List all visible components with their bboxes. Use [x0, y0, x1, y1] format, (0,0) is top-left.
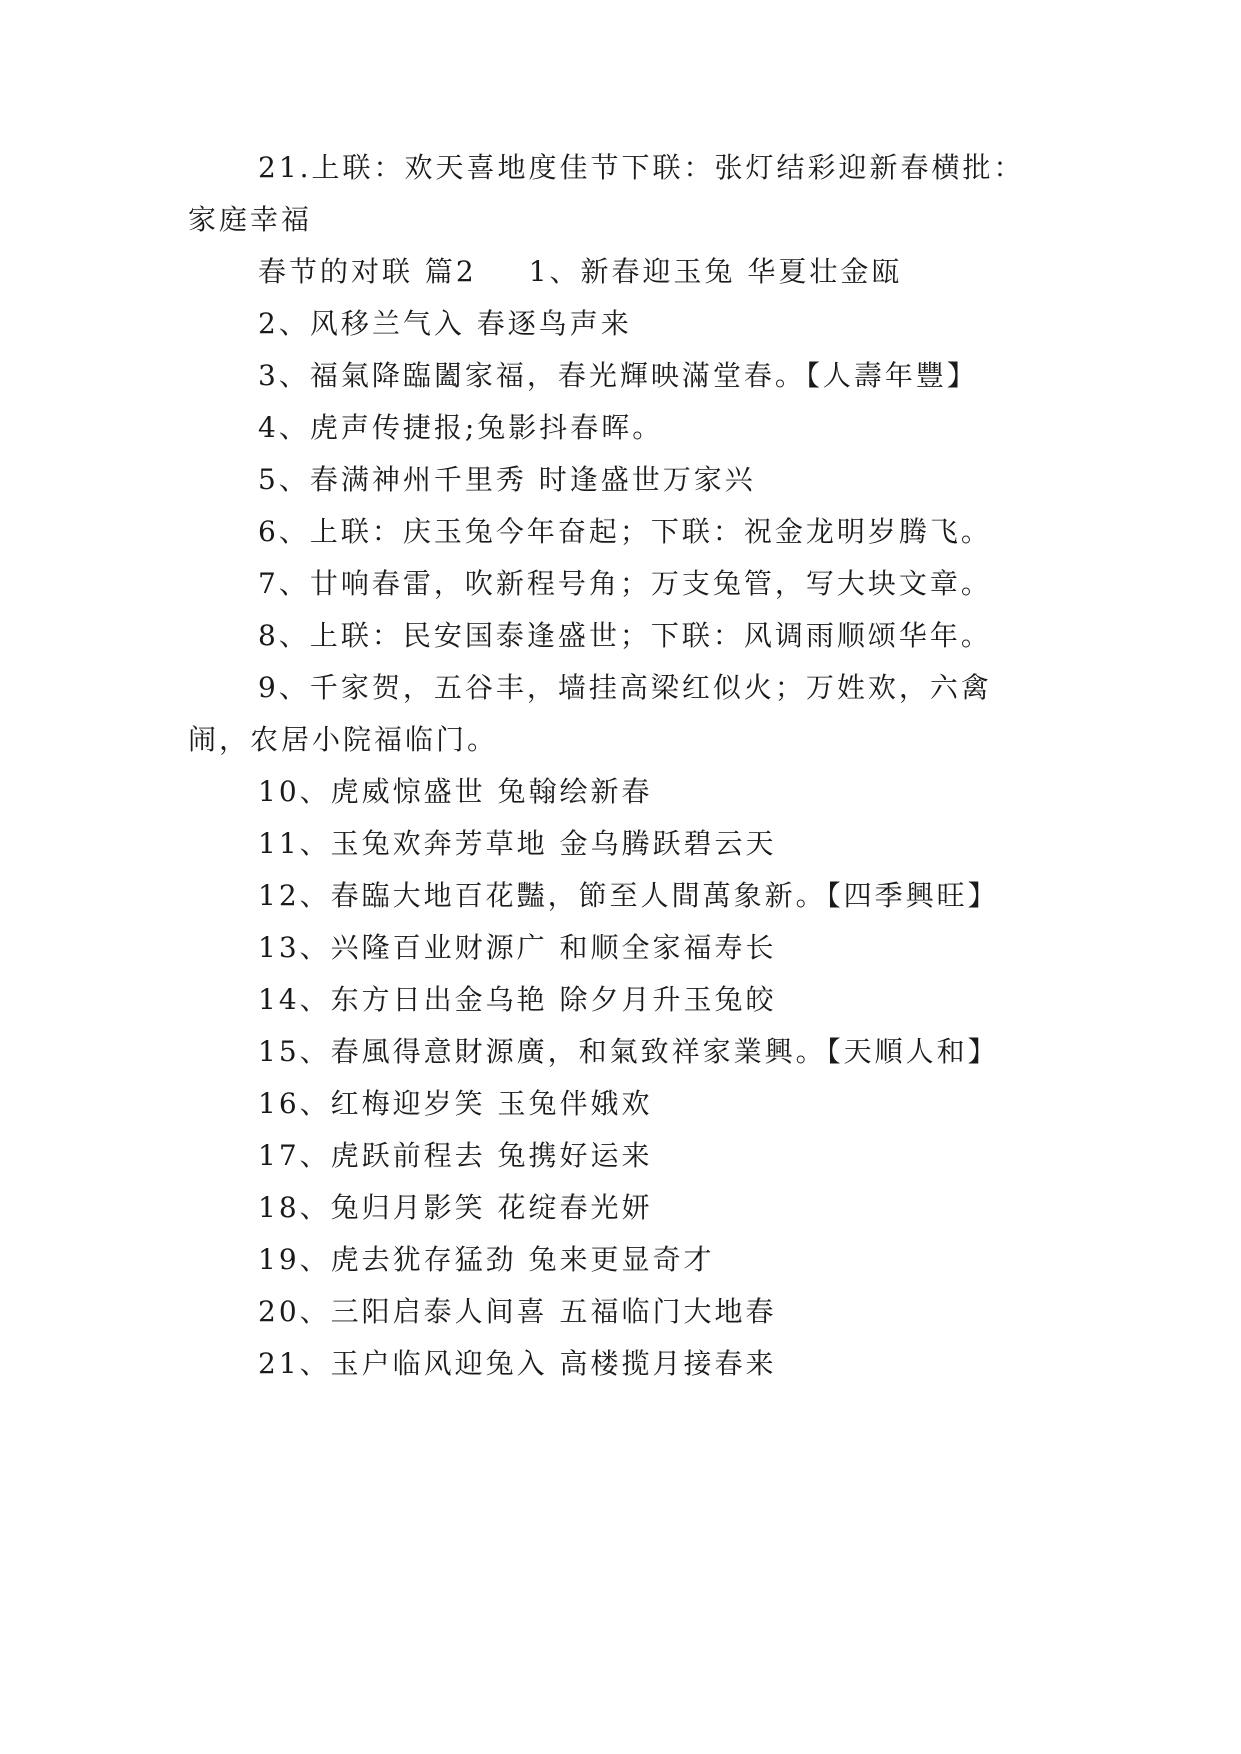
list-item-19: 19、虎去犹存猛劲 兔来更显奇才: [258, 1243, 715, 1276]
list-item-9-line-2: 闹，农居小院福临门。: [188, 723, 499, 756]
list-item-5: 5、春满神州千里秀 时逢盛世万家兴: [258, 463, 756, 496]
list-item-11: 11、玉兔欢奔芳草地 金乌腾跃碧云天: [258, 827, 777, 860]
list-item-1: 1、新春迎玉兔 华夏壮金瓯: [528, 255, 903, 288]
list-item-17: 17、虎跃前程去 兔携好运来: [258, 1139, 653, 1172]
list-item-12: 12、春臨大地百花豔，節至人間萬象新。【四季興旺】: [258, 879, 999, 912]
list-item-20: 20、三阳启泰人间喜 五福临门大地春: [258, 1295, 777, 1328]
list-item-16: 16、红梅迎岁笑 玉兔伴娥欢: [258, 1087, 653, 1120]
list-item-4: 4、虎声传捷报;兔影抖春晖。: [258, 411, 664, 444]
paragraph-21-line-1: 21.上联：欢天喜地度佳节下联：张灯结彩迎新春横批：: [258, 151, 1025, 184]
section-title: 春节的对联 篇2: [258, 255, 477, 288]
list-item-2: 2、风移兰气入 春逐鸟声来: [258, 307, 632, 340]
section-heading-line: [258, 254, 902, 290]
list-item-6: 6、上联：庆玉兔今年奋起；下联：祝金龙明岁腾飞。: [258, 515, 992, 548]
list-item-15: 15、春風得意財源廣，和氣致祥家業興。【天順人和】: [258, 1035, 999, 1068]
list-item-8: 8、上联：民安国泰逢盛世；下联：风调雨顺颂华年。: [258, 619, 992, 652]
list-item-3: 3、福氣降臨闔家福，春光輝映滿堂春。【人壽年豐】: [258, 359, 978, 392]
list-item-13: 13、兴隆百业财源广 和顺全家福寿长: [258, 931, 777, 964]
list-item-7: 7、廿响春雷，吹新程号角；万支兔管，写大块文章。: [258, 567, 992, 600]
list-item-14: 14、东方日出金乌艳 除夕月升玉兔皎: [258, 983, 777, 1016]
list-item-9-line-1: 9、千家贺，五谷丰，墙挂高梁红似火；万姓欢，六禽: [258, 671, 992, 704]
paragraph-21-line-2: 家庭幸福: [188, 203, 313, 236]
list-item-21: 21、玉户临风迎兔入 高楼揽月接春来: [258, 1347, 777, 1380]
list-item-10: 10、虎威惊盛世 兔翰绘新春: [258, 775, 653, 808]
list-item-18: 18、兔归月影笑 花绽春光妍: [258, 1191, 653, 1224]
